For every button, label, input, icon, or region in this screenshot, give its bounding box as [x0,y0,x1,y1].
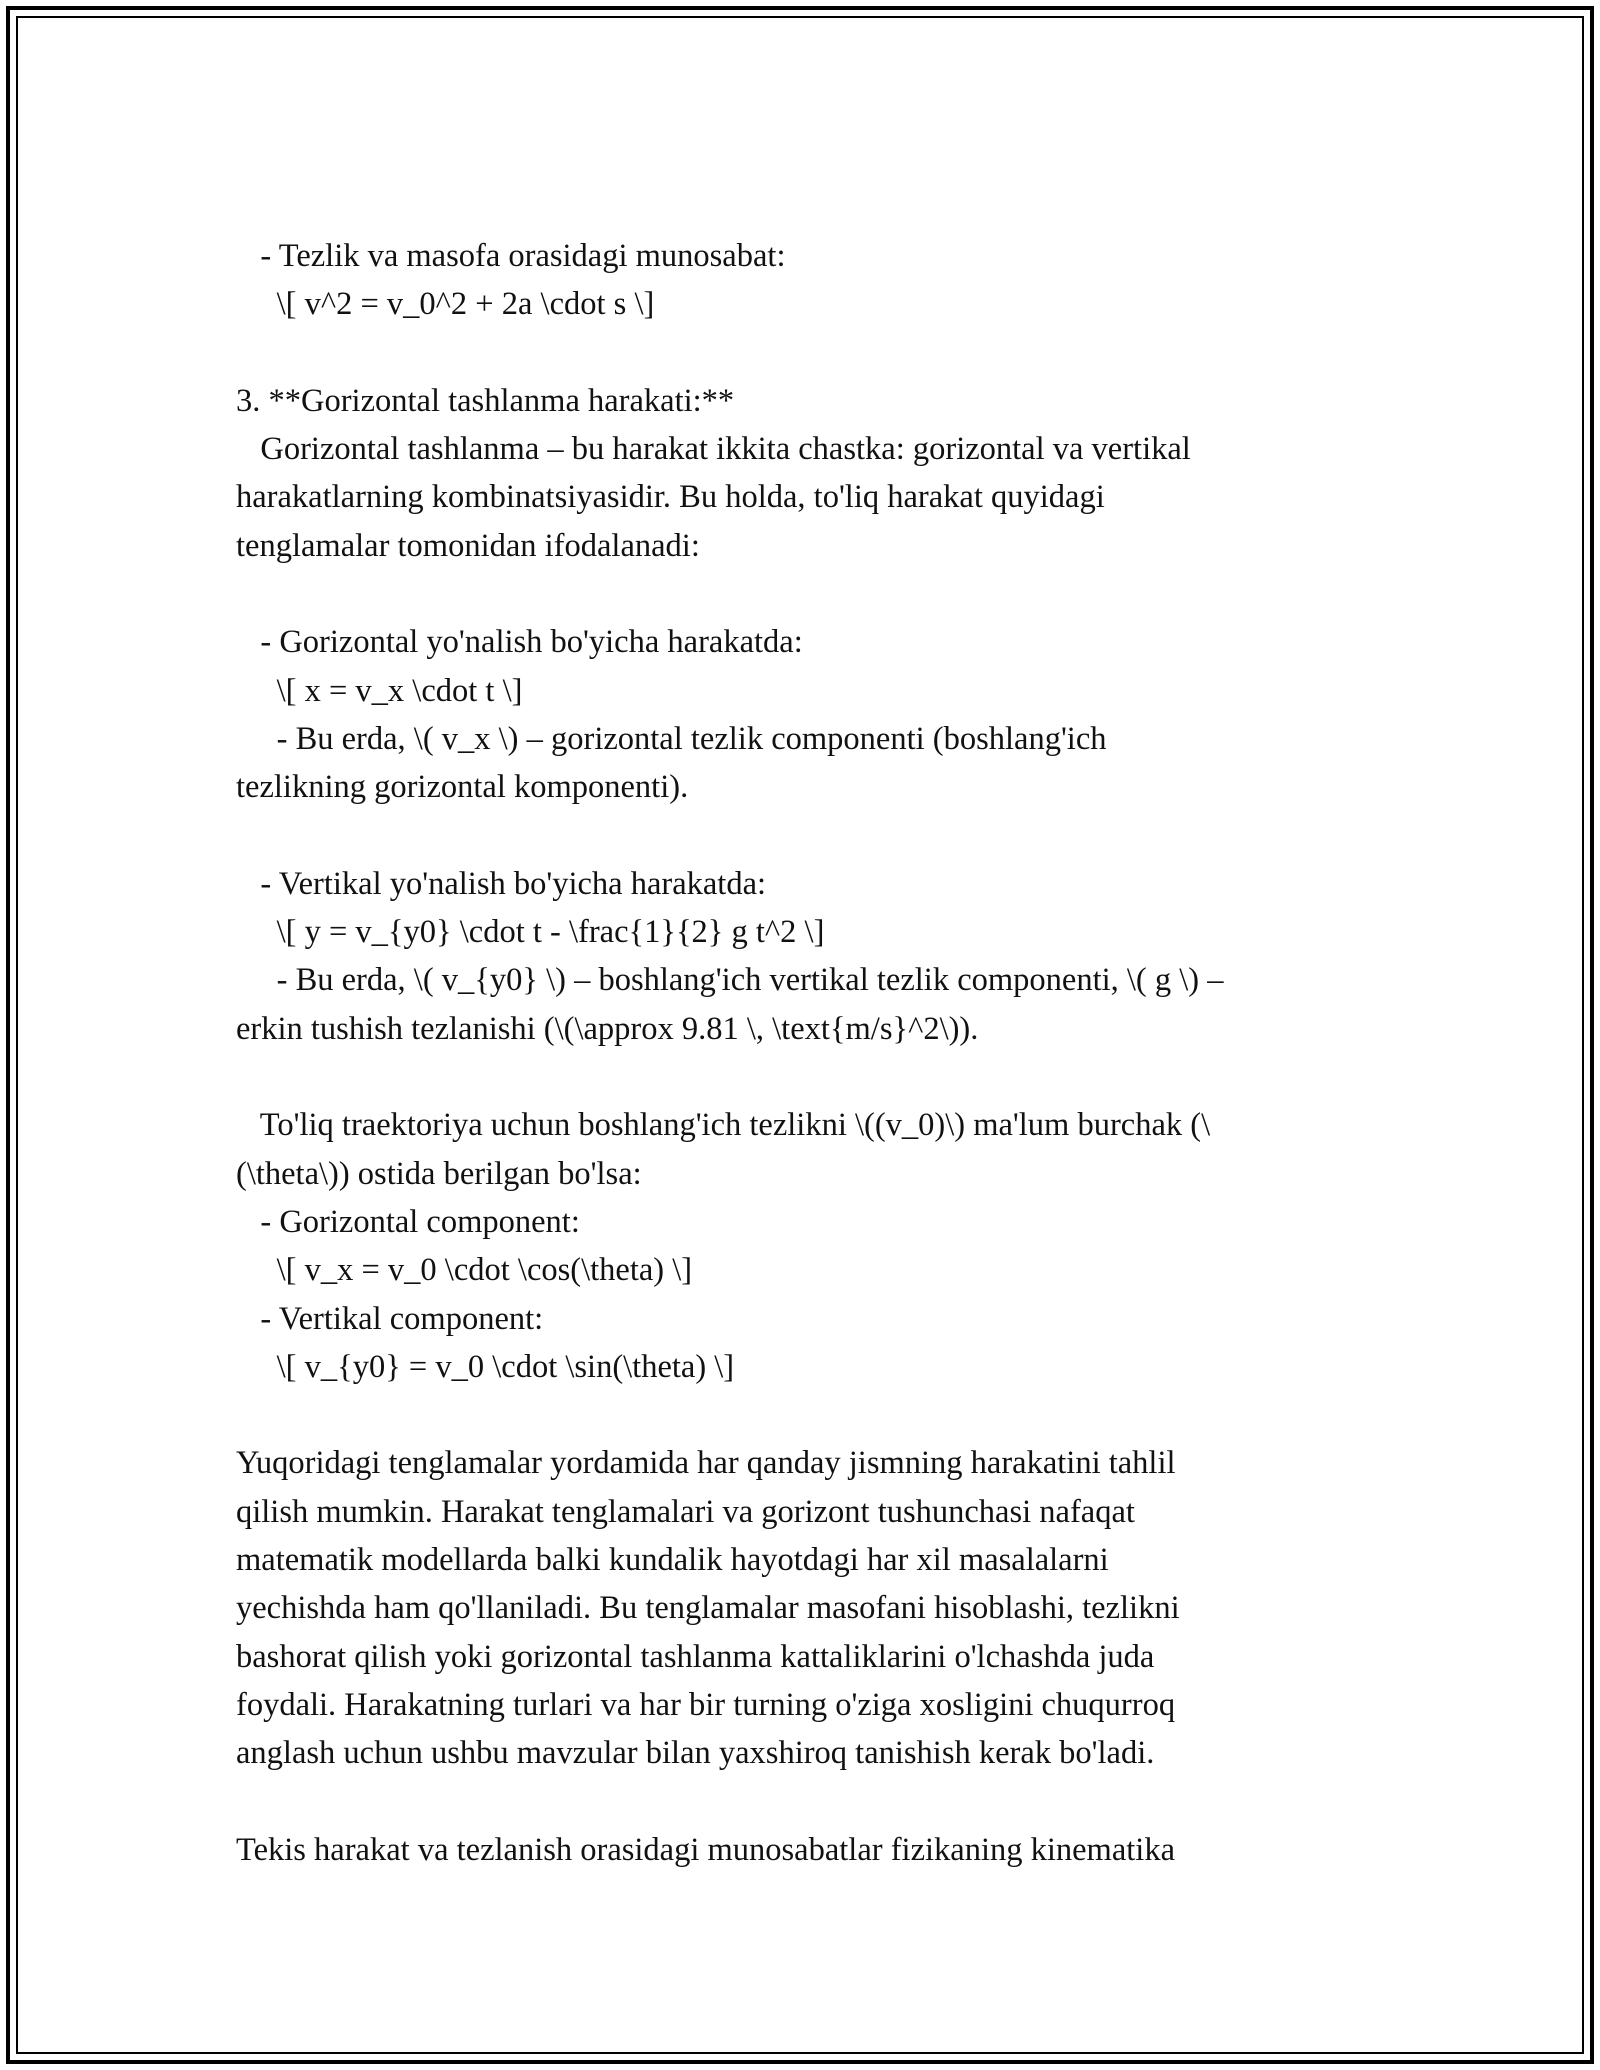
formula-line: \[ y = v_{y0} \cdot t - \frac{1}{2} g t^2 \] [236,914,825,951]
text-line: To'liq traektoriya uchun boshlang'ich tezlikni \((v_0)\) ma'lum burchak (\ [236,1107,1211,1144]
paragraph-line: yechishda ham qo'llaniladi. Bu tenglamalar masofani hisoblashi, tezlikni [236,1590,1180,1627]
blank-line [236,1391,1366,1439]
text-line: - Gorizontal component: [236,1203,580,1240]
blank-line [236,1053,1366,1101]
text-line: tezlikning gorizontal komponenti). [236,769,689,806]
paragraph-line: anglash uchun ushbu mavzular bilan yaxshiroq tanishish kerak bo'ladi. [236,1735,1155,1772]
blank-line [236,812,1366,860]
blank-line [236,329,1366,377]
text-line: erkin tushish tezlanishi (\(\approx 9.81 \, \text{m/s}^2\)). [236,1010,979,1047]
paragraph-line: foydali. Harakatning turlari va har bir turning o'ziga xosligini chuqurroq [236,1686,1176,1723]
blank-line [236,570,1366,618]
formula-line: \[ x = v_x \cdot t \] [236,672,523,709]
text-line: - Vertikal yo'nalish bo'yicha harakatda: [236,865,767,902]
text-line: - Vertikal component: [236,1300,544,1337]
text-line: tenglamalar tomonidan ifodalanadi: [236,527,700,564]
text-line: - Tezlik va masofa orasidagi munosabat: [236,238,786,274]
text-line: (\theta\)) ostida berilgan bo'lsa: [236,1155,642,1192]
formula-line: \[ v^2 = v_0^2 + 2a \cdot s \] [236,286,655,323]
text-line: harakatlarning kombinatsiyasidir. Bu holda, to'liq harakat quyidagi [236,479,1105,516]
paragraph-line: Yuqoridagi tenglamalar yordamida har qanday jismning harakatini tahlil [236,1445,1176,1482]
blank-line [236,1778,1366,1826]
paragraph-line: qilish mumkin. Harakat tenglamalari va gorizont tushunchasi nafaqat [236,1493,1135,1530]
text-line: - Bu erda, \( v_{y0} \) – boshlang'ich vertikal tezlik componenti, \( g \) – [236,962,1224,999]
paragraph-line: bashorat qilish yoki gorizontal tashlanma kattaliklarini o'lchashda juda [236,1638,1155,1675]
paragraph-line: matematik modellarda balki kundalik hayotdagi har xil masalalarni [236,1542,1109,1579]
text-line: - Gorizontal yo'nalish bo'yicha harakatda: [236,624,803,661]
text-line: - Bu erda, \( v_x \) – gorizontal tezlik componenti (boshlang'ich [236,720,1107,757]
section-heading: 3. **Gorizontal tashlanma harakati:** [236,382,735,419]
formula-line: \[ v_{y0} = v_0 \cdot \sin(\theta) \] [236,1348,735,1385]
formula-line: \[ v_x = v_0 \cdot \cos(\theta) \] [236,1252,693,1289]
paragraph-line: Tekis harakat va tezlanish orasidagi munosabatlar fizikaning kinematika [236,1831,1175,1868]
document-body [236,232,1366,1874]
text-line: Gorizontal tashlanma – bu harakat ikkita chastka: gorizontal va vertikal [236,431,1191,468]
